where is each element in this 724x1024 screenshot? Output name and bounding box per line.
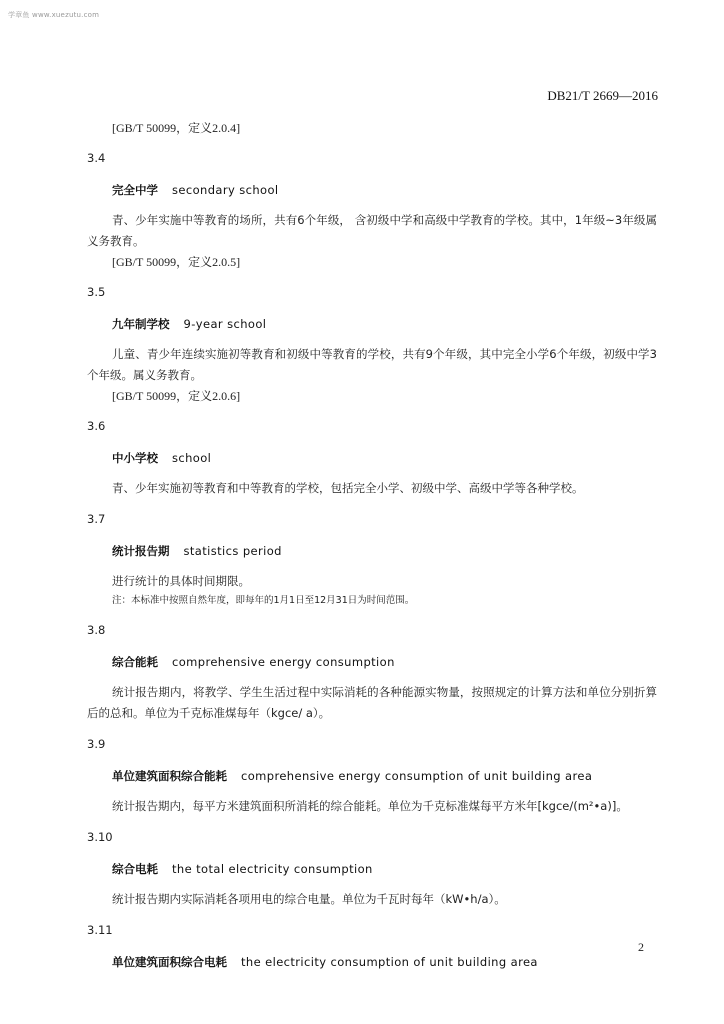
term-definition: 青、少年实施初等教育和中等教育的学校，包括完全小学、初级中学、高级中学等各种学校。	[112, 481, 584, 495]
term-definition: 统计报告期内，每平方米建筑面积所消耗的综合能耗。单位为千克标准煤每平方米年[kgce/(m²•a)]。	[112, 799, 628, 813]
reference-citation: [GB/T 50099，定义2.0.6]	[112, 389, 241, 403]
section-number: 3.8	[87, 623, 106, 637]
term-english: statistics period	[183, 544, 282, 558]
section-number: 3.11	[87, 923, 113, 937]
term-heading	[112, 314, 657, 334]
term-heading	[112, 652, 657, 672]
term-chinese: 中小学校	[112, 451, 158, 465]
term-chinese: 单位建筑面积综合电耗	[112, 955, 227, 969]
watermark: 学章鱼 www.xuezutu.com	[8, 11, 100, 19]
term-heading	[112, 952, 657, 972]
section-number: 3.4	[87, 151, 106, 165]
term-english: secondary school	[172, 183, 279, 197]
term-english: 9-year school	[183, 317, 267, 331]
term-chinese: 综合能耗	[112, 655, 158, 669]
term-note: 注：本标准中按照自然年度，即每年的1月1日至12月31日为时间范围。	[112, 595, 415, 606]
term-heading	[112, 859, 657, 879]
section-3-6	[87, 416, 657, 499]
document-body	[87, 118, 657, 982]
term-english: school	[172, 451, 212, 465]
term-chinese: 完全中学	[112, 183, 158, 197]
term-heading	[112, 180, 657, 200]
term-heading	[112, 541, 657, 561]
term-chinese: 九年制学校	[112, 317, 170, 331]
section-number: 3.5	[87, 285, 106, 299]
document-id: DB21/T 2669—2016	[547, 88, 658, 103]
term-chinese: 单位建筑面积综合能耗	[112, 769, 227, 783]
section-3-10	[87, 827, 657, 910]
section-3-11	[87, 920, 657, 972]
term-chinese: 统计报告期	[112, 544, 170, 558]
term-definition: 进行统计的具体时间期限。	[112, 574, 250, 588]
reference-citation: [GB/T 50099，定义2.0.5]	[112, 255, 241, 269]
term-english: comprehensive energy consumption	[172, 655, 395, 669]
term-heading	[112, 766, 657, 786]
section-number: 3.7	[87, 512, 106, 526]
term-english: the total electricity consumption	[172, 862, 373, 876]
section-3-8	[87, 620, 657, 724]
section-3-7	[87, 509, 657, 610]
section-number: 3.9	[87, 737, 106, 751]
section-number: 3.10	[87, 830, 113, 844]
term-definition: 青、少年实施中等教育的场所，共有6个年级， 含初级中学和高级中学教育的学校。其中，1年级~3年级属义务教育。	[87, 213, 657, 248]
term-heading	[112, 448, 657, 468]
term-definition: 统计报告期内，将教学、学生生活过程中实际消耗的各种能源实物量，按照规定的计算方法和单位分别折算后的总和。单位为千克标准煤每年（kgce/ a）。	[87, 685, 657, 720]
term-definition: 统计报告期内实际消耗各项用电的综合电量。单位为千瓦时每年（kW•h/a）。	[112, 892, 506, 906]
section-3-4	[87, 148, 657, 272]
section-3-9	[87, 734, 657, 817]
section-number: 3.6	[87, 419, 106, 433]
term-chinese: 综合电耗	[112, 862, 158, 876]
term-english: comprehensive energy consumption of unit building area	[241, 769, 593, 783]
term-english: the electricity consumption of unit building area	[241, 955, 538, 969]
term-definition: 儿童、青少年连续实施初等教育和初级中等教育的学校，共有9个年级，其中完全小学6个年级，初级中学3个年级。属义务教育。	[87, 347, 657, 382]
page-number: 2	[638, 940, 644, 954]
section-3-5	[87, 282, 657, 406]
reference-citation: [GB/T 50099，定义2.0.4]	[112, 121, 241, 135]
